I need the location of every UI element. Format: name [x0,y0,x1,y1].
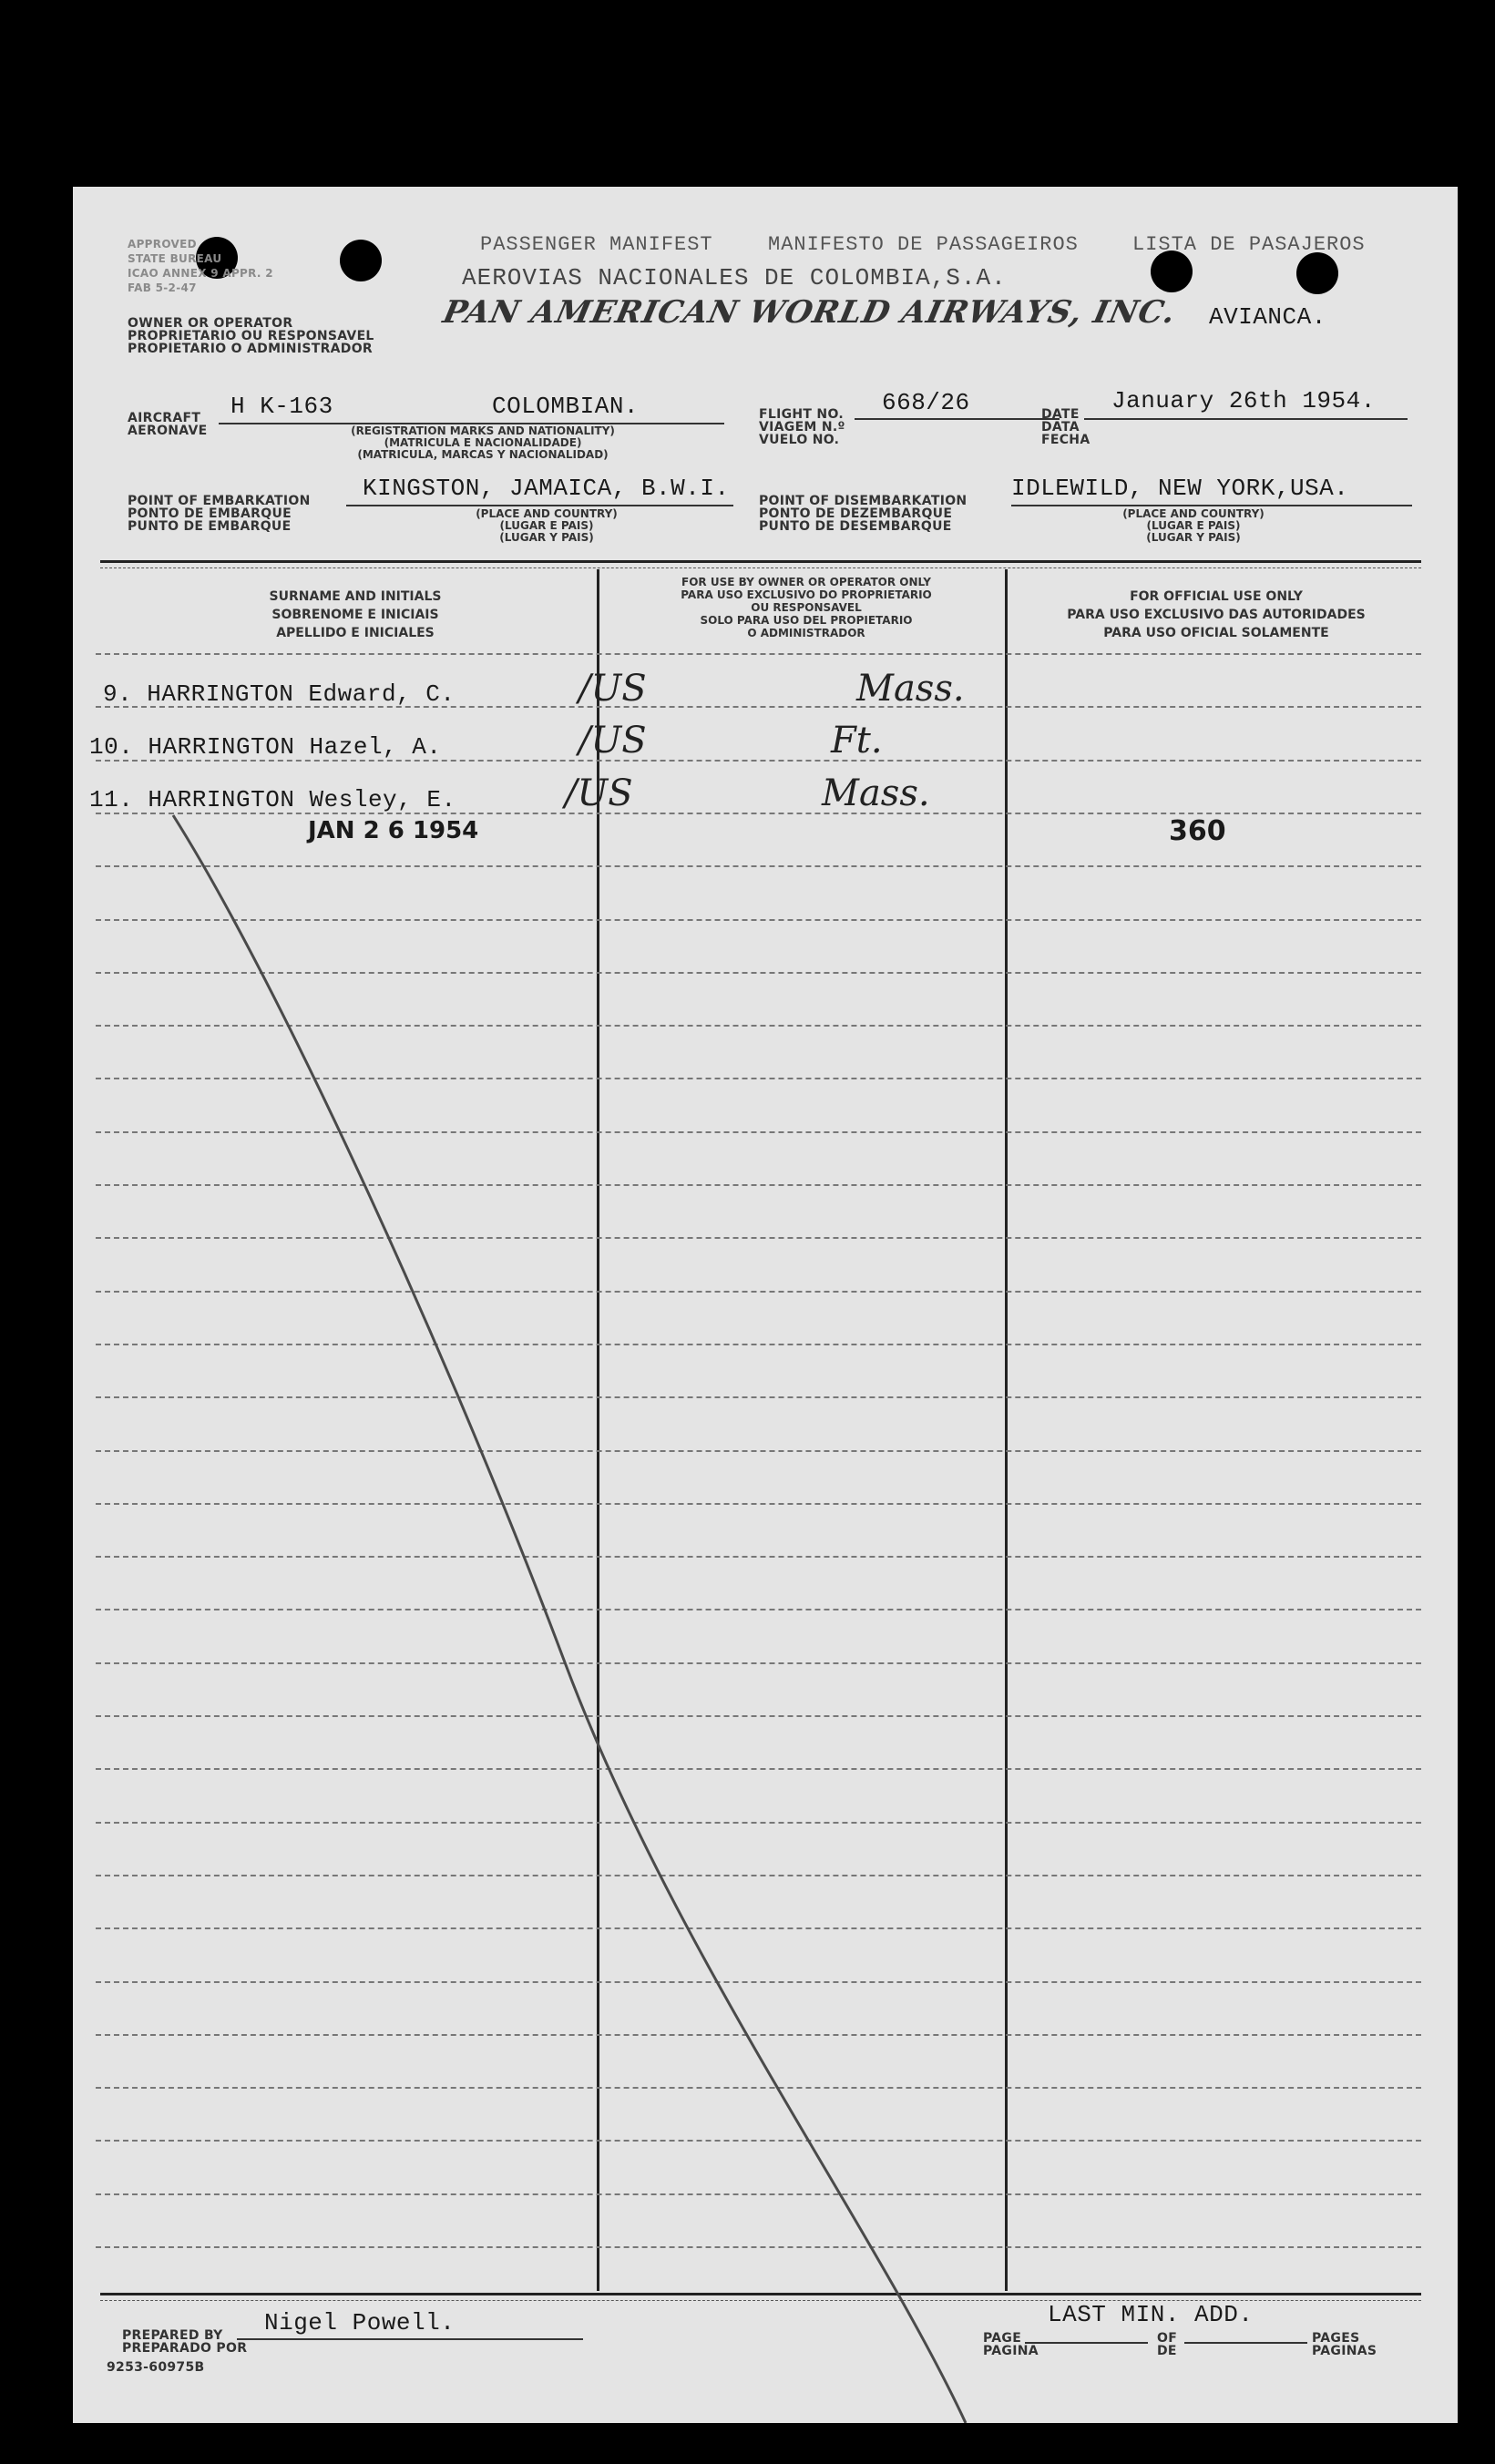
page-value: LAST MIN. ADD. [1048,2301,1254,2328]
of-label: OF [1157,2331,1178,2346]
row-rule [96,2246,1421,2248]
footer-rule [100,2293,1421,2295]
title-spanish: LISTA DE PASAJEROS [1132,233,1366,256]
aircraft-registration: H K-163 [230,393,333,420]
embarkation-value: KINGSTON, JAMAICA, B.W.I. [363,475,730,502]
punch-hole [340,240,382,281]
page-label: PAGE [983,2331,1022,2346]
pages-label: PAGINAS [1312,2344,1377,2358]
row-rule [96,1344,1421,1345]
pages-label: PAGES [1312,2331,1360,2346]
disembarkation-value: IDLEWILD, NEW YORK,USA. [1011,475,1349,502]
row-rule [96,1291,1421,1293]
official-number: 360 [1169,815,1226,847]
row-rule [96,919,1421,921]
page-label: PAGINA [983,2344,1039,2358]
operator-code: AVIANCA. [1209,303,1326,331]
pages-underline [1184,2342,1307,2344]
row-rule [96,1715,1421,1717]
row-rule [96,1822,1421,1824]
punch-hole [1296,252,1338,294]
form-number: 9253-60975B [107,2360,205,2375]
row-rule [96,1184,1421,1186]
date-underline [1084,418,1408,420]
row-rule [96,1237,1421,1239]
approval-line: ICAO ANNEX 9 APPR. 2 [128,267,273,280]
passenger-mark: /US [579,720,647,762]
aircraft-label: AIRCRAFT [128,411,201,425]
embarkation-label: PUNTO DE EMBARQUE [128,519,292,534]
owner-label: PROPRIETARIO OU RESPONSAVEL [128,329,374,343]
column-divider [1005,569,1008,2291]
row-rule [96,972,1421,974]
airline-name: AEROVIAS NACIONALES DE COLOMBIA,S.A. [462,264,1007,291]
approval-line: STATE BUREAU [128,252,222,265]
page-underline [1025,2342,1148,2344]
row-rule [96,1768,1421,1770]
row-rule [96,1981,1421,1983]
row-rule [96,1609,1421,1610]
prepared-label: PREPARED BY [122,2328,223,2343]
row-rule [96,2034,1421,2036]
embarkation-label: POINT OF EMBARKATION [128,494,311,508]
approval-line: FAB 5-2-47 [128,281,197,294]
row-rule [96,1662,1421,1664]
flight-date: January 26th 1954. [1111,387,1376,414]
manifest-sheet [73,187,1458,2423]
operator-name: PAN AMERICAN WORLD AIRWAYS, INC. [439,294,1180,331]
disembarkation-sublabel: (PLACE AND COUNTRY) (LUGAR E PAIS) (LUGAR Y PAIS) [1122,507,1265,544]
row-rule [96,1927,1421,1929]
disembarkation-label: PUNTO DE DESEMBARQUE [759,519,952,534]
column-divider [597,569,599,2291]
column-header-official-use: FOR OFFICIAL USE ONLY PARA USO EXCLUSIVO DAS AUTORIDADES PARA USO OFICIAL SOLAMENTE [1067,589,1366,640]
row-rule [96,653,1421,655]
row-rule [96,1503,1421,1505]
prepared-underline [237,2338,583,2340]
flight-number: 668/26 [882,389,970,416]
passenger-name: 9. HARRINGTON Edward, C. [103,680,456,708]
passenger-note: Mass. [856,668,965,710]
row-rule [96,1556,1421,1558]
embarkation-sublabel: (PLACE AND COUNTRY) (LUGAR E PAIS) (LUGAR Y PAIS) [476,507,618,544]
title-portuguese: MANIFESTO DE PASSAGEIROS [768,233,1079,256]
owner-label: PROPIETARIO O ADMINISTRADOR [128,342,373,356]
row-rule [96,1078,1421,1079]
passenger-name: 10. HARRINGTON Hazel, A. [89,733,442,761]
passenger-note: Ft. [831,720,883,762]
row-rule [96,1131,1421,1133]
passenger-mark: /US [579,668,647,710]
flight-label: VUELO NO. [759,433,840,447]
passenger-mark: /US [565,772,633,814]
punch-hole [1151,250,1193,292]
of-label: DE [1157,2344,1177,2358]
embarkation-label: PONTO DE EMBARQUE [128,506,292,521]
row-rule [96,2087,1421,2089]
date-label: DATE [1041,407,1080,422]
header-rule [100,560,1421,563]
row-rule [96,2140,1421,2142]
prepared-by: Nigel Powell. [264,2309,456,2336]
passenger-note: Mass. [822,772,930,814]
column-header-owner-use: FOR USE BY OWNER OR OPERATOR ONLY PARA USO EXCLUSIVO DO PROPRIETARIO OU RESPONSAVEL SOLO PARA USO DEL PROPIETARIO O ADMINISTRADOR [681,576,932,639]
aircraft-sublabel: (REGISTRATION MARKS AND NATIONALITY) (MATRICULA E NACIONALIDADE) (MATRICULA, MARCAS Y NACIONALIDAD) [351,424,615,461]
flight-underline [855,418,1060,420]
embarkation-underline [346,505,733,506]
title-english: PASSENGER MANIFEST [480,233,713,256]
disembarkation-underline [1011,505,1412,506]
row-rule [96,1025,1421,1027]
flight-label: FLIGHT NO. [759,407,844,422]
aircraft-label: AERONAVE [128,424,208,438]
aircraft-nationality: COLOMBIAN. [492,393,640,420]
disembarkation-label: POINT OF DISEMBARKATION [759,494,968,508]
column-header-names: SURNAME AND INITIALS SOBRENOME E INICIAIS APELLIDO E INICIALES [269,589,442,640]
row-rule [96,1396,1421,1398]
row-rule [96,1875,1421,1876]
flight-label: VIAGEM N.º [759,420,845,435]
date-label: DATA [1041,420,1080,435]
prepared-label: PREPARADO POR [122,2341,248,2356]
header-rule [100,567,1421,568]
approval-line: APPROVED [128,238,197,250]
row-rule [96,1450,1421,1452]
owner-label: OWNER OR OPERATOR [128,316,293,331]
date-label: FECHA [1041,433,1091,447]
date-stamp: JAN 2 6 1954 [308,817,479,844]
row-rule [96,2193,1421,2195]
passenger-name: 11. HARRINGTON Wesley, E. [89,786,456,813]
disembarkation-label: PONTO DE DEZEMBARQUE [759,506,953,521]
row-rule [96,865,1421,867]
